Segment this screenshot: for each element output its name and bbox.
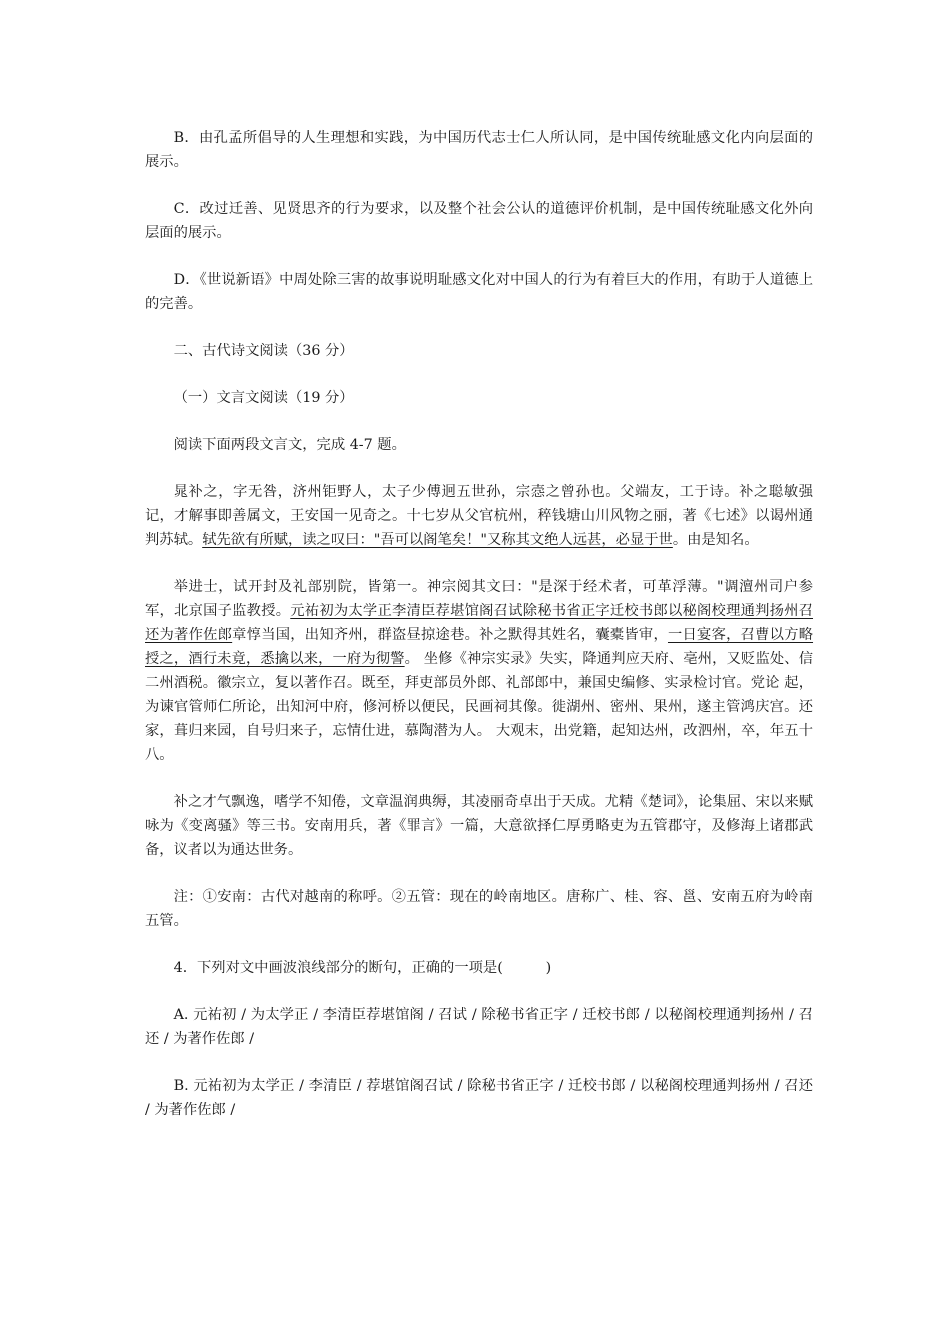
document-page [145, 126, 813, 1145]
passage-p2-mid: 章惇当国，出知齐州，群盗昼掠途巷。补之默得其姓名，囊橐皆审， [232, 627, 668, 643]
option-d-prev: D．《世说新语》中周处除三害的故事说明耻感文化对中国人的行为有着巨大的作用，有助于人道德上的完善。 [145, 272, 813, 312]
question-4-option-a: A. 元祐初 / 为太学正 / 李清臣荐堪馆阁 / 召试 / 除秘书省正字 / 迁校书郎 / 以秘阁校理通判扬州 / 召还 / 为著作佐郎 / [145, 1007, 813, 1047]
passage-paragraph-1 [145, 480, 813, 552]
passage-p1-tail: 。由是知名。 [672, 532, 759, 548]
wavy-underline-1: 轼先欲有所赋，读之叹曰："吾可以阁笔矣！"又称其文绝人远甚，必显于世 [202, 532, 673, 548]
passage-paragraph-3: 补之才气飘逸，嗜学不知倦，文章温润典缛，其凌丽奇卓出于天成。尤精《楚词》，论集屈、宋以来赋咏为《变离骚》等三书。安南用兵，著《罪言》一篇，大意欲择仁厚勇略吏为五管郡守，及修海上诸郡武备，议者以为通达世务。 [145, 794, 813, 858]
subsection-title: （一）文言文阅读（19 分） [173, 390, 354, 406]
question-4-option-b: B. 元祐初为太学正 / 李清臣 / 荐堪馆阁召试 / 除秘书省正字 / 迁校书郎 / 以秘阁校理通判扬州 / 召还 / 为著作佐郎 / [145, 1078, 813, 1118]
annotation-note: 注：①安南：古代对越南的称呼。②五管：现在的岭南地区。唐称广、桂、容、邕、安南五府为岭南五管。 [145, 889, 813, 929]
passage-p2-tail: 。 坐修《神宗实录》失实，降通判应天府、亳州，又贬监处、信二州酒税。徽宗立，复以著作召。既至，拜吏部员外郎、礼部郎中，兼国史编修、实录检讨官。党论 起，为谏官管师仁所论，出知河中府，修河桥以便民，民画祠其像。徙湖州、密州、果州，遂主管鸿庆宫。还家，葺归来园，自号归来子，忘情仕进，慕陶潜为人。 大观末，出党籍，起知达州，改泗州，卒，年五十八。 [145, 651, 814, 763]
instruction: 阅读下面两段文言文，完成 4-7 题。 [173, 437, 406, 453]
section-title: 二、古代诗文阅读（36 分） [173, 343, 354, 359]
passage-paragraph-2 [145, 575, 813, 767]
wavy-underline-2: 元祐初为太学正李清臣荐堪馆阁召试除秘书省正字迁校书郎以秘阁校理通判扬州召还为著作佐郎 [145, 603, 814, 643]
underline-3: 一日宴客，召曹以方略授之，酒行未竟，悉擒以来，一府为彻警 [145, 627, 814, 667]
passage-p1-text: 晁补之，字无咎，济州钜野人，太子少傅迥五世孙，宗悫之曾孙也。父端友，工于诗。补之聪敏强记，才解事即善属文，王安国一见奇之。十七岁从父官杭州，稡钱塘山川风物之丽，著《七述》以谒州通判苏轼。 [145, 484, 813, 548]
option-b-prev: B．由孔孟所倡导的人生理想和实践，为中国历代志士仁人所认同，是中国传统耻感文化内向层面的展示。 [145, 130, 813, 170]
passage-p2-text: 举进士，试开封及礼部别院，皆第一。神宗阅其文曰："是深于经术者，可革浮薄。"调澶州司户参军，北京国子监教授。 [145, 579, 813, 619]
option-c-prev: C．改过迁善、见贤思齐的行为要求，以及整个社会公认的道德评价机制，是中国传统耻感文化外向层面的展示。 [145, 201, 813, 241]
question-4-stem: 4．下列对文中画波浪线部分的断句，正确的一项是( ) [173, 960, 552, 976]
